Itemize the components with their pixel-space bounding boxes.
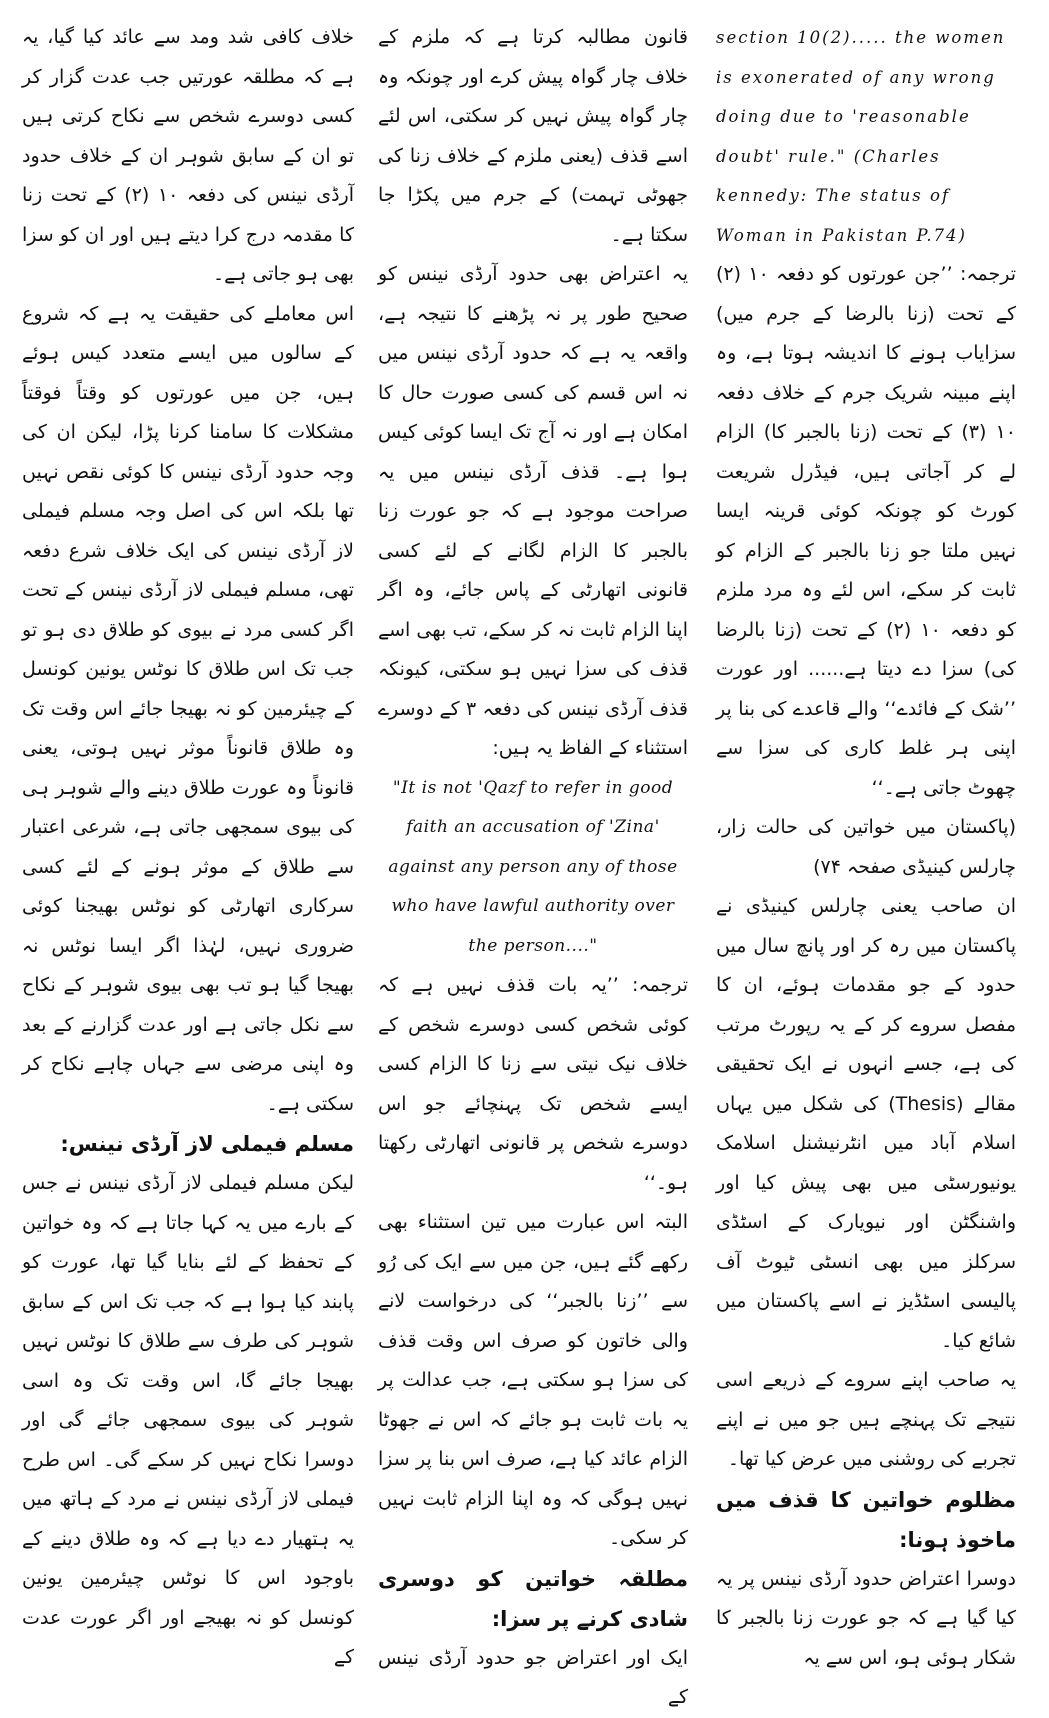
body-paragraph: لیکن مسلم فیملی لاز آرڈی نینس نے جس کے بارے میں یہ کہا جاتا ہے کہ وہ خواتین کے تحفظ کے لئے بنایا گیا تھا، عورت کو پابند کیا ہوا ہے کہ جب تک اس کے سابق شوہر کی طرف سے طلاق کا نوٹس نہیں بھیجا جائے گا، اس وقت تک وہ اسی شوہر کی بیوی سمجھی جائے گی اور دوسرا نکاح نہیں کر سکے گی۔ اس طرح فیملی لاز آرڈی نینس نے مرد کے ہاتھ میں یہ ہتھیار دے دیا ہے کہ وہ طلاق دینے کے باوجود اس کا نوٹس چیئرمین یونین کونسل کو نہ بھیجے اور اگر عورت عدت کے [22,1172,354,1668]
section-heading: مسلم فیملی لاز آرڈی نینس: [60,1132,354,1156]
english-quote: "It is not 'Qazf to refer in good faith an accusation of 'Zina' against any person any of those who have lawful authority over the person...." [388,777,678,956]
column-middle [378,18,688,1708]
section-heading: مظلوم خواتین کا قذف میں ماخوذ ہونا: [716,1487,1016,1552]
translation-paragraph: ترجمہ: ’’یہ بات قذف نہیں ہے کہ کوئی شخص کسی دوسرے شخص کے خلاف نیک نیتی سے زنا کا الزام کسی ایسے شخص تک پہنچائے جو اس دوسرے شخص پر قانونی اتھارٹی رکھتا ہو۔‘‘ [378,974,688,1194]
body-paragraph: البتہ اس عبارت میں تین استثناء بھی رکھے گئے ہیں، جن میں سے ایک کی رُو سے ’’زنا بالجبر‘‘ کی درخواست لانے والی خاتون کو صرف اس وقت قذف کی سزا ہو سکتی ہے، جب عدالت پر یہ بات ثابت ہو جائے کہ اس نے جھوٹا الزام عائد کیا ہے، صرف اس بنا پر سزا نہیں ہوگی کہ وہ اپنا الزام ثابت نہیں کر سکی۔ [378,1211,688,1549]
body-paragraph: ایک اور اعتراض جو حدود آرڈی نینس کے [378,1646,688,1708]
translation-paragraph: ترجمہ: ’’جن عورتوں کو دفعہ ۱۰ (۲) کے تحت (زنا بالرضا کے جرم میں) سزایاب ہونے کا اندیشہ ہوتا ہے، وہ اپنے مبینہ شریک جرم کے خلاف دفعہ ۱۰ (۳) کے تحت (زنا بالجبر کا) الزام لے کر آجاتی ہیں، فیڈرل شریعت کورٹ کو چونکہ کوئی قرینہ ایسا نہیں ملتا جو زنا بالجبر کے الزام کو ثابت کر سکے، اس لئے وہ مرد ملزم کو دفعہ ۱۰ (۲) کے تحت (زنا بالرضا کی) سزا دے دیتا ہے...... اور عورت ’’شک کے فائدے‘‘ والے قاعدے کی بنا پر اپنی ہر غلط کاری کی سزا سے چھوٹ جاتی ہے۔‘‘ [716,263,1016,799]
citation: (پاکستان میں خواتین کی حالت زار، چارلس کینیڈی صفحہ ۷۴) [716,816,1016,878]
section-heading: مطلقہ خواتین کو دوسری شادی کرنے پر سزا: [378,1566,688,1631]
body-paragraph: دوسرا اعتراض حدود آرڈی نینس پر یہ کیا گیا ہے کہ جو عورت زنا بالجبر کا شکار ہوئی ہو، اس سے یہ [716,1567,1016,1669]
body-paragraph: یہ صاحب اپنے سروے کے ذریعے اسی نتیجے تک پہنچے ہیں جو میں نے اپنے تجربے کی روشنی میں عرض کیا تھا۔ [716,1369,1016,1470]
body-paragraph: اس معاملے کی حقیقت یہ ہے کہ شروع کے سالوں میں ایسے متعدد کیس ہوئے ہیں، جن میں عورتوں کو وقتاً فوقتاً مشکلات کا سامنا کرنا پڑا، لیکن ان کی وجہ حدود آرڈی نینس کا کوئی نقص نہیں تھا بلکہ اس کی اصل وجہ مسلم فیملی لاز آرڈی نینس کی ایک خلاف شرع دفعہ تھی، مسلم فیملی لاز آرڈی نینس کے تحت اگر کسی مرد نے بیوی کو طلاق دی ہو تو جب تک اس طلاق کا نوٹس یونین کونسل کے چیئرمین کو نہ بھیجا جائے اس وقت تک وہ طلاق قانوناً موثر نہیں ہوتی، یعنی قانوناً وہ عورت طلاق دینے والے شوہر ہی کی بیوی سمجھی جاتی ہے، شرعی اعتبار سے طلاق کے موثر ہونے کے لئے کسی سرکاری اتھارٹی کو نوٹس بھیجنا کوئی ضروری نہیں، لہٰذا اگر ایسا نوٹس نہ بھیجا گیا ہو تب بھی بیوی شوہر کے نکاح سے نکل جاتی ہے اور عدت گزارنے کے بعد وہ اپنی مرضی سے جہاں چاہے نکاح کر سکتی ہے۔ [22,302,354,1115]
body-paragraph: ان صاحب یعنی چارلس کینیڈی نے پاکستان میں رہ کر اور پانچ سال میں حدود کے جو مقدمات ہوئے، ان کا مفصل سروے کر کے یہ رپورٹ مرتب کی ہے، جسے انہوں نے ایک تحقیقی مقالے (Thesis) کی شکل میں یہاں اسلام آباد میں انٹرنیشنل اسلامک یونیورسٹی میں بھی پیش کیا اور واشنگٹن اور نیویارک کے اسٹڈی سرکلز میں بھی انسٹی ٹیوٹ آف پالیسی اسٹڈیز نے اسے پاکستان میں شائع کیا۔ [716,895,1016,1352]
body-paragraph: خلاف کافی شد ومد سے عائد کیا گیا، یہ ہے کہ مطلقہ عورتیں جب عدت گزار کر کسی دوسرے شخص سے نکاح کرتی ہیں تو ان کے سابق شوہر ان کے خلاف حدود آرڈی نینس کی دفعہ ۱۰ (۲) کے تحت زنا کا مقدمہ درج کرا دیتے ہیں اور ان کو سزا بھی ہو جاتی ہے۔ [22,26,354,285]
body-paragraph: یہ اعتراض بھی حدود آرڈی نینس کو صحیح طور پر نہ پڑھنے کا نتیجہ ہے، واقعہ یہ ہے کہ حدود آرڈی نینس میں نہ اس قسم کی کسی صورت حال کا امکان ہے اور نہ آج تک ایسا کوئی کیس ہوا ہے۔ قذف آرڈی نینس میں یہ صراحت موجود ہے کہ جو عورت زنا بالجبر کا الزام لگانے کے لئے کسی قانونی اتھارٹی کے پاس جائے، وہ اگر اپنا الزام ثابت نہ کر سکے، تب بھی اسے قذف کی سزا نہیں ہو سکتی، کیونکہ قذف آرڈی نینس کی دفعہ ۳ کے دوسرے استثناء کے الفاظ یہ ہیں: [378,263,688,759]
column-left [22,18,354,1668]
english-quote: section 10(2)..... the women is exonerated of any wrong doing due to 'reasonable doubt' rule." (Charles kennedy: The status of Woman in Pakistan P.74) [716,28,1006,245]
body-paragraph: قانون مطالبہ کرتا ہے کہ ملزم کے خلاف چار گواہ پیش کرے اور چونکہ وہ چار گواہ پیش نہیں کر سکتی، اس لئے اسے قذف (یعنی ملزم کے خلاف زنا کی جھوٹی تہمت) کے جرم میں پکڑا جا سکتا ہے۔ [378,26,688,246]
column-right [716,18,1016,1669]
